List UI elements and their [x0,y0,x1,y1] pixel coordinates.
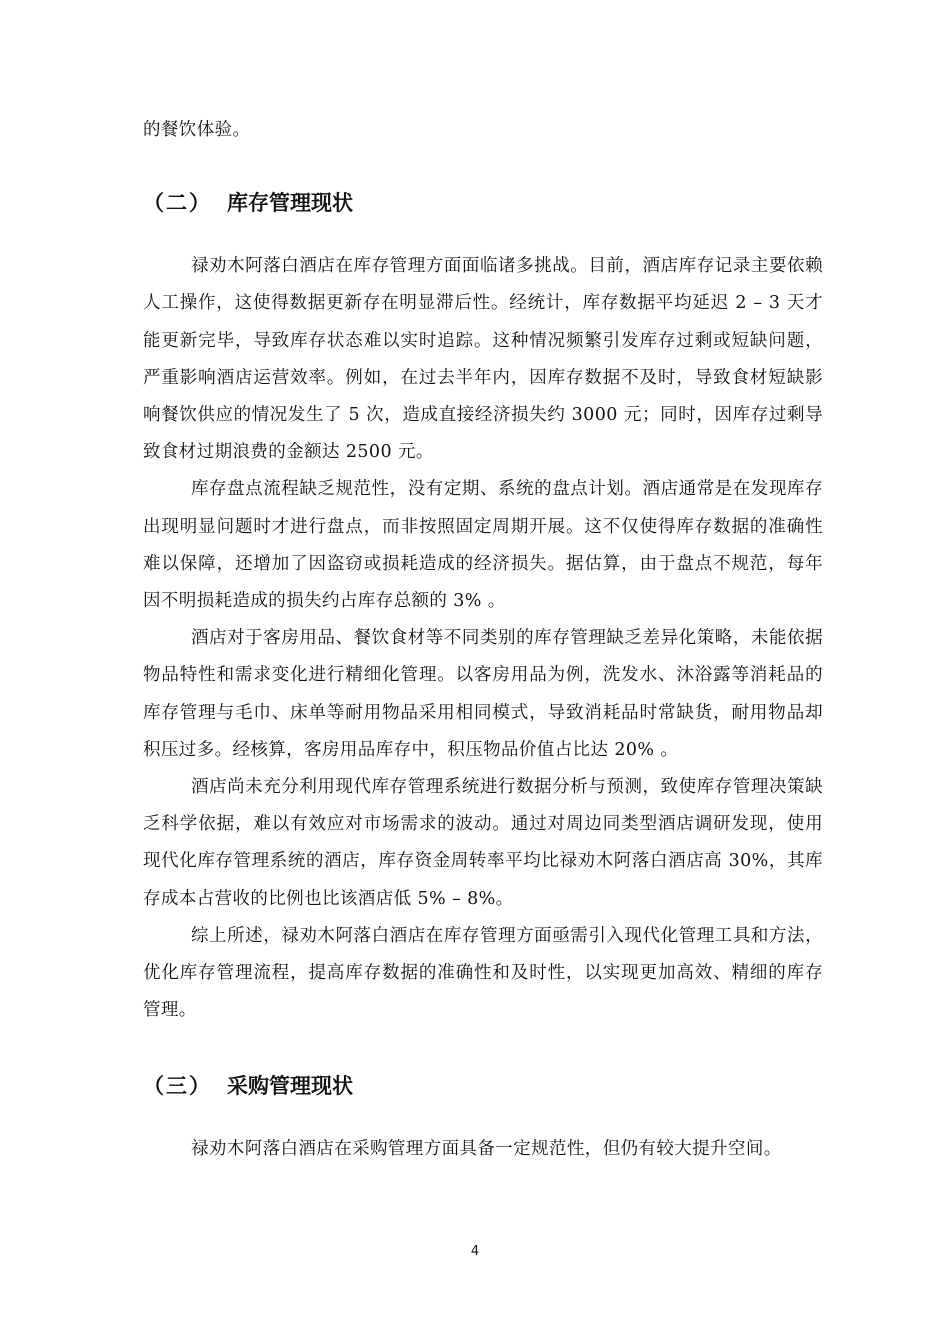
section-heading-inventory [143,187,823,217]
paragraph: 库存盘点流程缺乏规范性，没有定期、系统的盘点计划。酒店通常是在发现库存出现明显问题时才进行盘点，而非按照固定周期开展。这不仅使得库存数据的准确性难以保障，还增加了因盗窃或损耗造成的经济损失。据估算，由于盘点不规范，每年因不明损耗造成的损失约占库存总额的 3% 。 [143,479,823,612]
section-number: （二） [143,191,212,216]
paragraph: 酒店对于客房用品、餐饮食材等不同类别的库存管理缺乏差异化策略，未能依据物品特性和需求变化进行精细化管理。以客房用品为例，洗发水、沐浴露等消耗品的库存管理与毛巾、床单等耐用物品采用相同模式，导致消耗品时常缺货，耐用物品却积压过多。经核算，客房用品库存中，积压物品价值占比达 20% 。 [143,628,823,760]
section-title: 采购管理现状 [227,1074,353,1099]
section-number: （三） [143,1074,212,1099]
paragraph: 综上所述，禄劝木阿落白酒店在库存管理方面亟需引入现代化管理工具和方法，优化库存管理流程，提高库存数据的准确性和及时性，以实现更加高效、精细的库存管理。 [143,925,823,1021]
page-number: 4 [470,1244,480,1259]
continuation-text: 的餐饮体验。 [143,120,251,140]
paragraph: 酒店尚未充分利用现代库存管理系统进行数据分析与预测，致使库存管理决策缺乏科学依据，难以有效应对市场需求的波动。通过对周边同类型酒店调研发现，使用现代化库存管理系统的酒店，库存资金周转率平均比禄劝木阿落白酒店高 30%，其库存成本占营收的比例也比该酒店低 5% – 8%。 [143,777,823,909]
section-title: 库存管理现状 [227,191,353,216]
paragraph: 禄劝木阿落白酒店在库存管理方面面临诸多挑战。目前，酒店库存记录主要依赖人工操作，这使得数据更新存在明显滞后性。经统计，库存数据平均延迟 2 – 3 天才能更新完毕，导致库存状态难以实时追踪。这种情况频繁引发库存过剩或短缺问题，严重影响酒店运营效率。例如，在过去半年内，因库存数据不及时，导致食材短缺影响餐饮供应的情况发生了 5 次，造成直接经济损失约 3000 元；同时，因库存过剩导致食材过期浪费的金额达 2500 元。 [143,256,823,463]
section-heading-procurement [143,1070,823,1100]
paragraph: 禄劝木阿落白酒店在采购管理方面具备一定规范性，但仍有较大提升空间。 [191,1139,782,1160]
page-body [143,112,823,1169]
